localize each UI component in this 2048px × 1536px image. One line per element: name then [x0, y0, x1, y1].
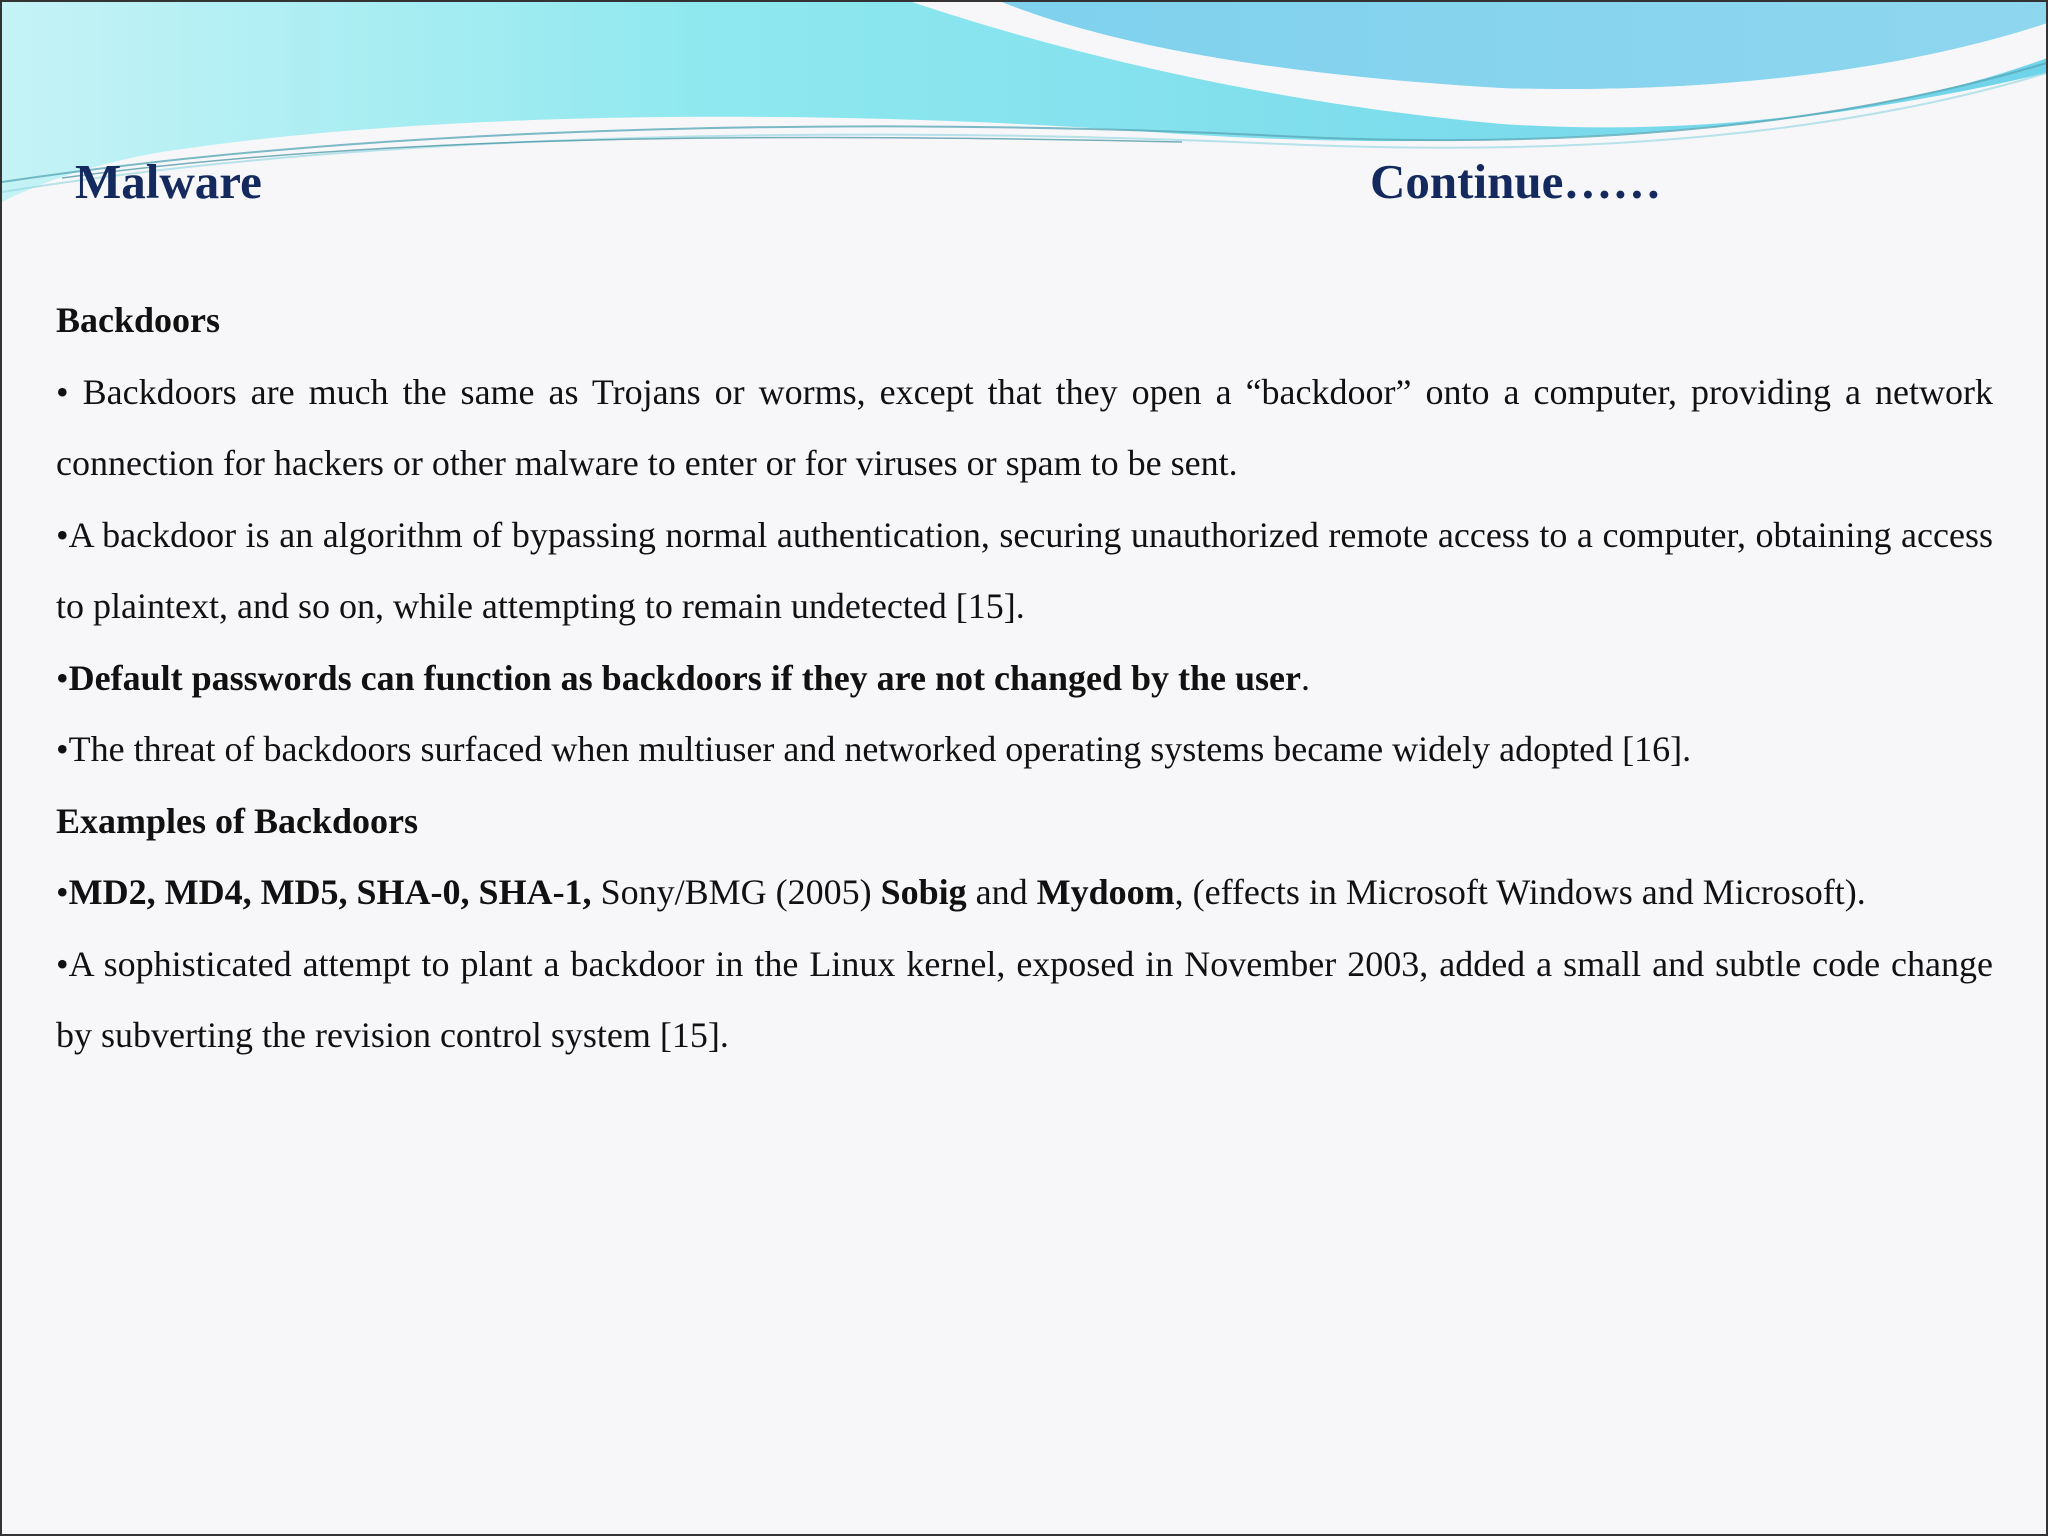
- bullet-text: The threat of backdoors surfaced when multiuser and networked operating systems became widely adopted [16].: [68, 729, 1692, 769]
- bullet-threat-of-backdoors: [56, 714, 1993, 786]
- examples-algorithms: MD2, MD4, MD5, SHA-0, SHA-1,: [68, 872, 592, 912]
- bullet-text: A backdoor is an algorithm of bypassing normal authentication, securing unauthorized remote access to a computer, obtaining access to plaintext, and so on, while attempting to remain undetected [15].: [56, 514, 1993, 626]
- examples-sony: Sony/BMG (2005): [591, 872, 881, 912]
- bullet-text: Backdoors are much the same as Trojans or worms, except that they open a “backdoor” onto a computer, providing a network connection for hackers or other malware to enter or for viruses or spam to be sent.: [56, 371, 1993, 483]
- bullet-backdoor-algorithm: [56, 500, 1993, 643]
- bullet-text: A sophisticated attempt to plant a backdoor in the Linux kernel, exposed in November 2003, added a small and subtle code change by subverting the revision control system [15].: [56, 943, 1993, 1055]
- bullet-marker: •: [56, 371, 69, 412]
- bullet-marker: •: [56, 943, 69, 984]
- decorative-wave-banner: [2, 2, 2048, 242]
- bullet-marker: •: [56, 514, 69, 555]
- bullet-default-passwords: [56, 643, 1993, 715]
- bullet-marker: •: [56, 729, 69, 769]
- bullet-linux-kernel: [56, 929, 1993, 1072]
- continue-label: Continue……: [1370, 154, 1662, 209]
- examples-and: and: [966, 872, 1037, 912]
- bullet-backdoors-definition: [56, 357, 1993, 500]
- section-heading-backdoors: Backdoors: [56, 300, 221, 340]
- examples-rest: , (effects in Microsoft Windows and Microsoft).: [1174, 872, 1866, 912]
- slide-content: [56, 285, 1993, 1072]
- bullet-examples-list: [56, 857, 1993, 929]
- bullet-marker: •: [56, 657, 69, 698]
- bullet-bold-text: Default passwords can function as backdoors if they are not changed by the user: [68, 657, 1302, 698]
- examples-sobig: Sobig: [880, 872, 967, 912]
- bullet-marker: •: [56, 872, 69, 912]
- examples-mydoom: Mydoom: [1036, 872, 1175, 912]
- section-heading-examples: Examples of Backdoors: [56, 800, 419, 841]
- bullet-tail: .: [1301, 657, 1311, 698]
- slide-title: Malware: [75, 154, 262, 209]
